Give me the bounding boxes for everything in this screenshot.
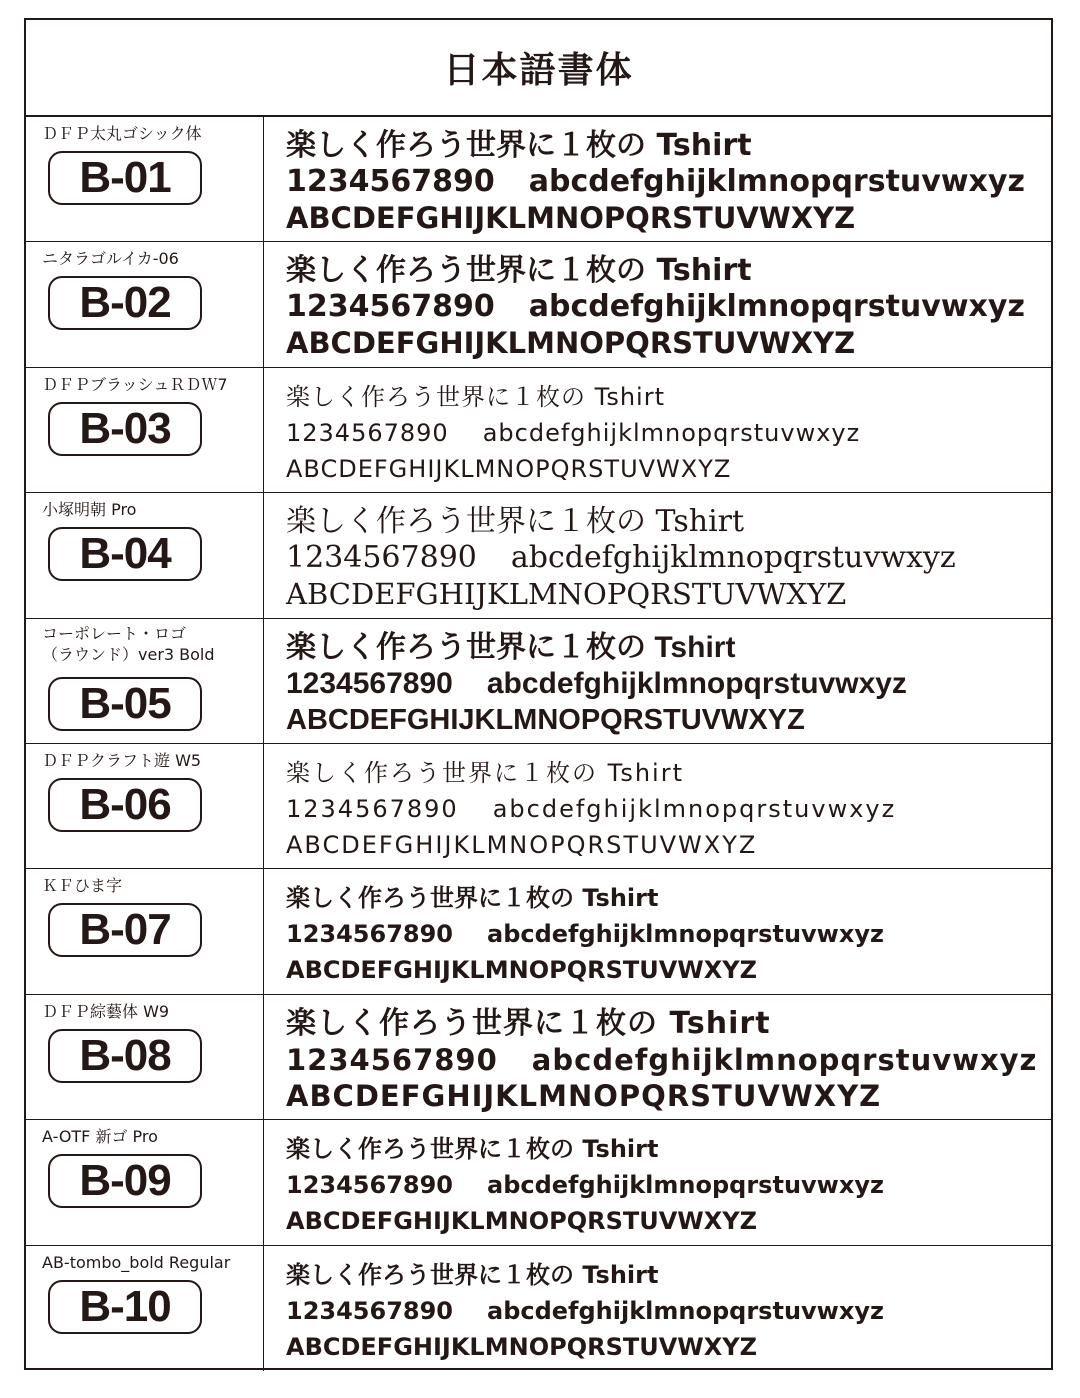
font-row-b06	[26, 744, 1051, 869]
font-sample-sheet	[24, 18, 1053, 1370]
sample-japanese: 楽しく作ろう世界に１枚の Tshirt	[286, 630, 736, 664]
sample-uppercase: ABCDEFGHIJKLMNOPQRSTUVWXYZ	[286, 956, 758, 985]
sample-digits: 1234567890	[286, 1042, 498, 1077]
sample-uppercase: ABCDEFGHIJKLMNOPQRSTUVWXYZ	[286, 1078, 882, 1113]
sample-digits: 1234567890	[286, 289, 495, 325]
sample-japanese: 楽しく作ろう世界に１枚の Tshirt	[286, 128, 752, 163]
sample-digits-lower	[286, 290, 1047, 324]
sample-japanese: 楽しく作ろう世界に１枚の Tshirt	[286, 884, 659, 913]
font-sample-cell	[264, 117, 1051, 241]
font-code-badge: B-03	[48, 402, 202, 456]
font-sample-cell	[264, 368, 1051, 492]
font-row-b05	[26, 619, 1051, 744]
sample-digits-lower	[286, 917, 1047, 951]
font-row-b04	[26, 493, 1051, 618]
font-code-badge: B-10	[48, 1280, 202, 1334]
font-rows	[26, 117, 1051, 1371]
font-label-cell	[26, 995, 264, 1119]
font-name: ＤＦＰ太丸ゴシック体	[42, 124, 202, 143]
sample-digits: 1234567890	[286, 164, 495, 199]
font-label-cell	[26, 1246, 264, 1371]
font-sample-cell	[264, 493, 1051, 617]
sample-uppercase: ABCDEFGHIJKLMNOPQRSTUVWXYZ	[286, 454, 732, 483]
sample-japanese: 楽しく作ろう世界に１枚の Tshirt	[286, 1260, 659, 1289]
font-sample-cell	[264, 869, 1051, 993]
sample-digits-lower	[286, 792, 1047, 826]
font-label-cell	[26, 619, 264, 743]
sample-japanese: 楽しく作ろう世界に１枚の Tshirt	[286, 1135, 659, 1164]
font-name: ニタラゴルイカ-06	[42, 249, 179, 269]
font-sample-cell	[264, 1246, 1051, 1371]
sample-digits-lower	[286, 1168, 1047, 1202]
sample-digits: 1234567890	[286, 418, 449, 447]
font-row-b03	[26, 368, 1051, 493]
font-name: ＤＦＰクラフト遊 W5	[42, 750, 202, 770]
sample-japanese: 楽しく作ろう世界に１枚の Tshirt	[286, 504, 745, 540]
font-sample-cell	[264, 242, 1051, 366]
sample-digits-lower	[286, 541, 1047, 575]
sample-digits-lower	[286, 1294, 1047, 1328]
font-label-cell	[26, 117, 264, 241]
sample-uppercase: ABCDEFGHIJKLMNOPQRSTUVWXYZ	[286, 577, 847, 612]
sample-lowercase: abcdefghijklmnopqrstuvwxyz	[482, 418, 861, 447]
sample-lowercase: abcdefghijklmnopqrstuvwxyz	[528, 164, 1025, 199]
sample-digits: 1234567890	[286, 920, 453, 949]
sample-lowercase: abcdefghijklmnopqrstuvwxyz	[528, 289, 1025, 325]
sample-digits: 1234567890	[286, 1171, 453, 1200]
sample-digits-lower	[286, 416, 1047, 450]
font-row-b10	[26, 1246, 1051, 1371]
font-label-cell	[26, 1120, 264, 1244]
sample-lowercase: abcdefghijklmnopqrstuvwxyz	[510, 540, 956, 576]
font-name: ＫＦひま字	[42, 876, 123, 896]
title-row	[26, 20, 1051, 117]
sample-japanese: 楽しく作ろう世界に１枚の Tshirt	[286, 382, 665, 411]
font-code-badge: B-05	[48, 677, 202, 731]
sample-japanese: 楽しく作ろう世界に１枚の Tshirt	[286, 758, 684, 787]
sample-lowercase: abcdefghijklmnopqrstuvwxyz	[487, 1171, 884, 1200]
sample-lowercase: abcdefghijklmnopqrstuvwxyz	[487, 1296, 884, 1325]
font-name: A-OTF 新ゴ Pro	[42, 1127, 158, 1147]
page-title: 日本語書体	[443, 50, 634, 91]
sample-lowercase: abcdefghijklmnopqrstuvwxyz	[531, 1042, 1038, 1077]
font-row-b08	[26, 995, 1051, 1120]
sample-digits-lower	[286, 1043, 1047, 1077]
font-code-badge: B-07	[48, 903, 202, 957]
sample-digits-lower	[286, 165, 1047, 199]
font-label-cell	[26, 869, 264, 993]
sample-digits: 1234567890	[286, 1296, 453, 1325]
sample-uppercase: ABCDEFGHIJKLMNOPQRSTUVWXYZ	[286, 1207, 758, 1236]
font-row-b09	[26, 1120, 1051, 1245]
sample-uppercase: ABCDEFGHIJKLMNOPQRSTUVWXYZ	[286, 703, 805, 736]
sample-digits-lower	[286, 667, 1047, 701]
sample-lowercase: abcdefghijklmnopqrstuvwxyz	[487, 920, 884, 949]
sample-lowercase: abcdefghijklmnopqrstuvwxyz	[492, 794, 897, 823]
sample-digits: 1234567890	[286, 540, 477, 576]
font-sample-cell	[264, 619, 1051, 743]
sample-uppercase: ABCDEFGHIJKLMNOPQRSTUVWXYZ	[286, 326, 856, 361]
font-label-cell	[26, 242, 264, 366]
font-sample-cell	[264, 1120, 1051, 1244]
sample-uppercase: ABCDEFGHIJKLMNOPQRSTUVWXYZ	[286, 830, 758, 859]
font-name: コーポレート・ロゴ （ラウンド）ver3 Bold	[42, 623, 215, 664]
sample-digits: 1234567890	[286, 666, 453, 700]
sample-japanese: 楽しく作ろう世界に１枚の Tshirt	[286, 1005, 771, 1041]
font-code-badge: B-06	[48, 778, 202, 832]
font-row-b07	[26, 869, 1051, 994]
font-label-cell	[26, 368, 264, 492]
sample-japanese: 楽しく作ろう世界に１枚の Tshirt	[286, 253, 752, 289]
font-sample-cell	[264, 744, 1051, 868]
sample-uppercase: ABCDEFGHIJKLMNOPQRSTUVWXYZ	[286, 1332, 758, 1361]
font-name: ＤＦＰブラッシュＲＤＷ7	[42, 374, 228, 394]
font-code-badge: B-02	[48, 276, 202, 330]
font-label-cell	[26, 493, 264, 617]
font-sample-cell	[264, 995, 1051, 1119]
font-name: AB-tombo_bold Regular	[42, 1252, 231, 1272]
font-code-badge: B-09	[48, 1154, 202, 1208]
font-code-badge: B-08	[48, 1029, 202, 1083]
font-code-badge: B-04	[48, 527, 202, 581]
font-label-cell	[26, 744, 264, 868]
font-row-b01	[26, 117, 1051, 242]
font-row-b02	[26, 242, 1051, 367]
font-code-badge: B-01	[48, 151, 202, 205]
font-name: ＤＦＰ綜藝体 W9	[42, 1001, 170, 1021]
sample-digits: 1234567890	[286, 794, 459, 823]
sample-lowercase: abcdefghijklmnopqrstuvwxyz	[486, 666, 907, 700]
font-name: 小塚明朝 Pro	[42, 500, 137, 520]
sample-uppercase: ABCDEFGHIJKLMNOPQRSTUVWXYZ	[286, 201, 856, 235]
